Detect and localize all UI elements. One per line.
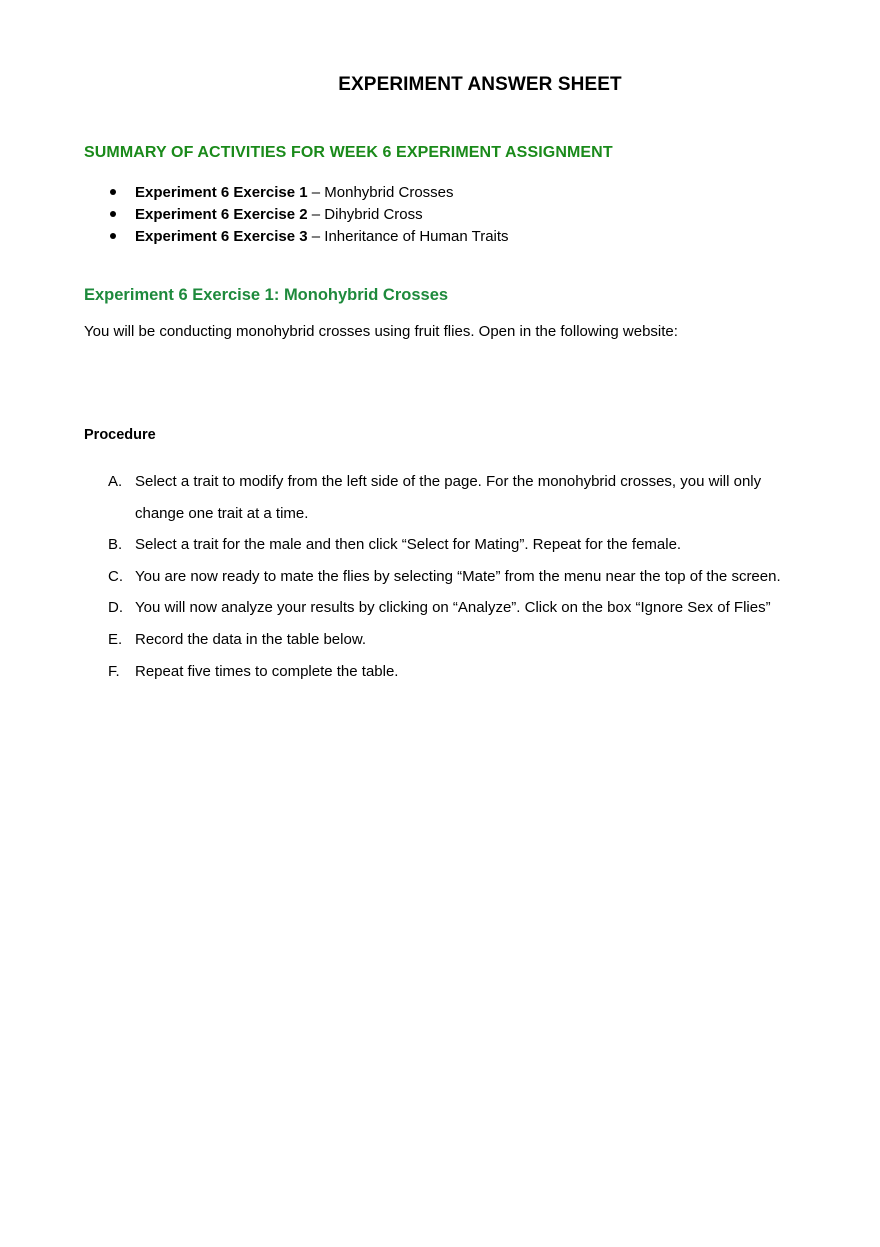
list-item [84, 561, 784, 593]
procedure-steps [84, 466, 784, 687]
step-letter: F. [108, 662, 120, 680]
list-item [84, 204, 509, 226]
bullet-icon [110, 211, 116, 217]
step-text: Select a trait for the male and then click “Select for Mating”. Repeat for the female. [135, 536, 682, 554]
list-item [84, 592, 784, 624]
summary-heading: SUMMARY OF ACTIVITIES FOR WEEK 6 EXPERIMENT ASSIGNMENT [84, 144, 613, 161]
step-text: You will now analyze your results by clicking on “Analyze”. Click on the box “Ignore Sex of Flies” [135, 599, 771, 617]
list-item [84, 656, 784, 688]
list-item [84, 226, 509, 248]
list-item [84, 466, 784, 529]
document-title: EXPERIMENT ANSWER SHEET [338, 74, 622, 95]
step-letter: E. [108, 630, 123, 648]
bullet-icon [110, 189, 116, 195]
step-text: Repeat five times to complete the table. [135, 662, 399, 680]
list-item [84, 624, 784, 656]
list-item [84, 529, 784, 561]
procedure-heading: Procedure [84, 427, 156, 443]
activity-text: – Monhybrid Crosses [307, 184, 454, 201]
bullet-icon [110, 233, 116, 239]
list-item [84, 182, 509, 204]
activity-label: Experiment 6 Exercise 2 [135, 206, 308, 223]
activity-text: – Inheritance of Human Traits [307, 228, 509, 245]
activity-label: Experiment 6 Exercise 3 [135, 228, 308, 245]
step-letter: C. [108, 567, 123, 585]
activity-label: Experiment 6 Exercise 1 [135, 184, 308, 201]
step-letter: D. [108, 599, 123, 617]
activity-text: – Dihybrid Cross [307, 206, 423, 223]
step-text: Select a trait to modify from the left side of the page. For the monohybrid crosses, you will only change one trait at a time. [135, 473, 762, 522]
step-letter: A. [108, 473, 123, 490]
intro-paragraph: You will be conducting monohybrid crosses using fruit flies. Open in the following website: [84, 323, 678, 340]
step-text: Record the data in the table below. [135, 630, 366, 648]
exercise-1-heading: Experiment 6 Exercise 1: Monohybrid Crosses [84, 286, 449, 304]
activities-list [84, 182, 509, 248]
step-text: You are now ready to mate the flies by selecting “Mate” from the menu near the top of the screen. [135, 567, 781, 585]
step-letter: B. [108, 536, 123, 554]
